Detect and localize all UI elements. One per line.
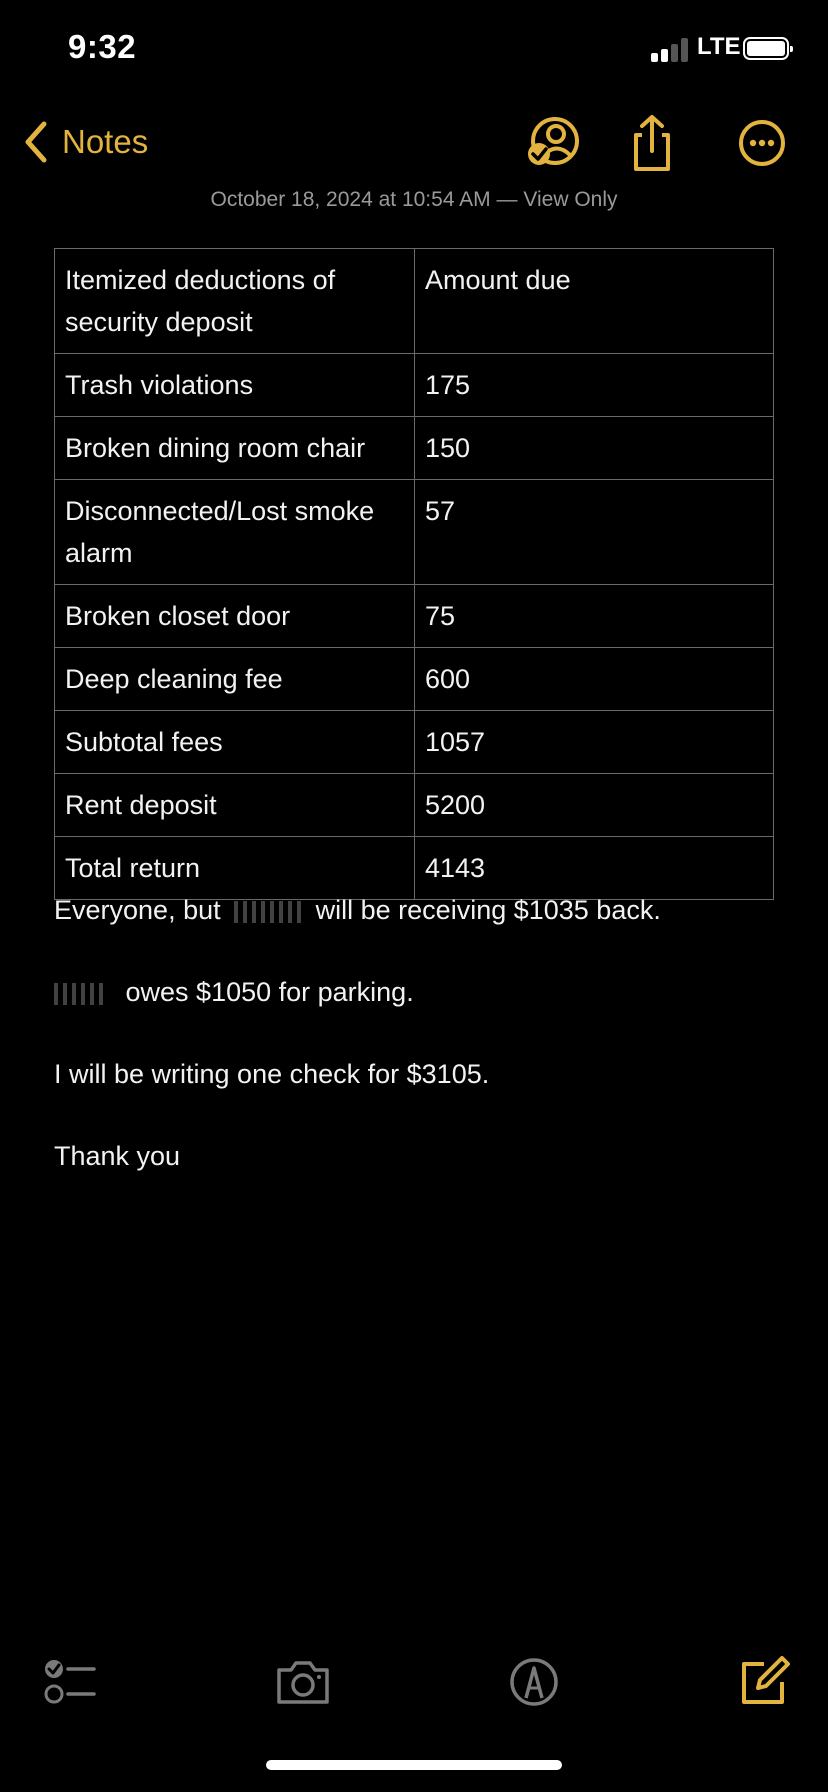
table-header-cell[interactable]: Itemized deductions of security deposit (55, 249, 415, 354)
table-cell[interactable]: 1057 (415, 711, 774, 774)
table-cell[interactable]: Disconnected/Lost smoke alarm (55, 480, 415, 585)
table-cell[interactable]: Rent deposit (55, 774, 415, 837)
table-cell[interactable]: 57 (415, 480, 774, 585)
table-cell[interactable]: Broken closet door (55, 585, 415, 648)
paragraph-text: will be receiving $1035 back. (315, 895, 661, 925)
table-cell[interactable]: 4143 (415, 837, 774, 900)
note-paragraph[interactable] (54, 977, 414, 1008)
table-header-cell[interactable]: Amount due (415, 249, 774, 354)
note-metadata: October 18, 2024 at 10:54 AM — View Only (210, 188, 618, 211)
table-cell[interactable]: Deep cleaning fee (55, 648, 415, 711)
table-cell[interactable]: Broken dining room chair (55, 417, 415, 480)
table-cell[interactable]: Trash violations (55, 354, 415, 417)
camera-icon[interactable] (273, 1652, 333, 1712)
table-row (55, 648, 774, 711)
table-cell[interactable]: Subtotal fees (55, 711, 415, 774)
home-indicator[interactable] (266, 1760, 562, 1770)
redacted-name (54, 983, 106, 1005)
more-icon[interactable] (732, 113, 792, 173)
table-row (55, 837, 774, 900)
compose-icon[interactable] (734, 1652, 794, 1712)
table-row (55, 354, 774, 417)
paragraph-text: Everyone, but (54, 895, 221, 925)
collaborate-icon[interactable] (522, 113, 582, 173)
note-paragraph[interactable]: I will be writing one check for $3105. (54, 1059, 490, 1089)
table-cell[interactable]: 5200 (415, 774, 774, 837)
table-row (55, 417, 774, 480)
table-cell[interactable]: 150 (415, 417, 774, 480)
back-label: Notes (62, 123, 149, 160)
table-row (55, 774, 774, 837)
table-cell[interactable]: Total return (55, 837, 415, 900)
table-cell[interactable]: 600 (415, 648, 774, 711)
markup-icon[interactable] (504, 1652, 564, 1712)
note-paragraph[interactable] (54, 895, 661, 926)
checklist-icon[interactable] (40, 1652, 100, 1712)
status-time: 9:32 (68, 28, 137, 65)
share-icon[interactable] (622, 113, 682, 173)
back-button[interactable] (22, 117, 148, 167)
table-cell[interactable]: 175 (415, 354, 774, 417)
paragraph-text: owes $1050 for parking. (125, 977, 414, 1007)
status-bar (0, 0, 828, 100)
signal-icon (651, 38, 693, 62)
table-row (55, 585, 774, 648)
battery-icon (743, 37, 789, 60)
table-cell[interactable]: 75 (415, 585, 774, 648)
chevron-left-icon (22, 120, 50, 164)
table-row (55, 249, 774, 354)
table-row (55, 711, 774, 774)
deductions-table (54, 248, 774, 900)
note-paragraph[interactable]: Thank you (54, 1141, 181, 1171)
table-row (55, 480, 774, 585)
redacted-name (234, 901, 302, 923)
navigation-bar (0, 105, 828, 175)
network-label: LTE (697, 33, 741, 60)
